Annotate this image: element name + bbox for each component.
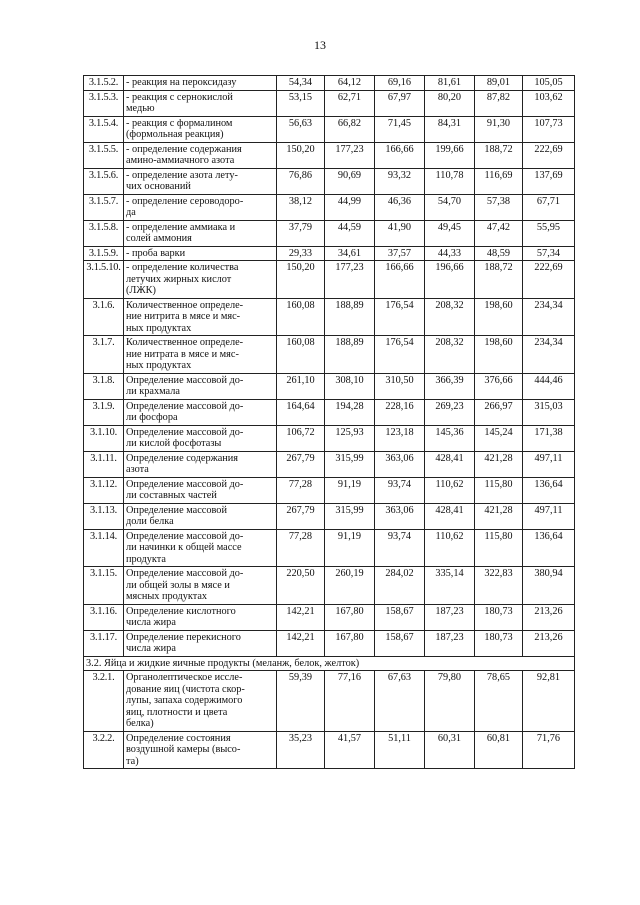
row-value: 78,65 bbox=[475, 671, 523, 732]
table-row bbox=[84, 567, 575, 605]
row-code: 3.1.5.10. bbox=[84, 261, 124, 299]
table-row bbox=[84, 604, 575, 630]
row-label: Определение массовой до- ли общей золы в мясе и мясных продуктах bbox=[124, 567, 277, 605]
row-value: 222,69 bbox=[523, 261, 575, 299]
row-code: 3.1.12. bbox=[84, 477, 124, 503]
row-value: 64,12 bbox=[325, 76, 375, 91]
row-value: 136,64 bbox=[523, 477, 575, 503]
row-value: 315,03 bbox=[523, 399, 575, 425]
row-label: Определение массовой до- ли крахмала bbox=[124, 373, 277, 399]
row-label: - определение азота лету- чих оснований bbox=[124, 168, 277, 194]
section-row bbox=[84, 656, 575, 671]
row-value: 260,19 bbox=[325, 567, 375, 605]
table-row bbox=[84, 425, 575, 451]
row-value: 366,39 bbox=[425, 373, 475, 399]
table-row bbox=[84, 168, 575, 194]
row-code: 3.1.5.9. bbox=[84, 246, 124, 261]
price-table bbox=[83, 75, 575, 769]
row-value: 57,34 bbox=[523, 246, 575, 261]
row-value: 77,28 bbox=[277, 477, 325, 503]
row-value: 363,06 bbox=[375, 503, 425, 529]
row-value: 160,08 bbox=[277, 336, 325, 374]
page-number: 13 bbox=[314, 38, 326, 52]
row-label: Определение перекисного числа жира bbox=[124, 630, 277, 656]
row-code: 3.1.7. bbox=[84, 336, 124, 374]
row-value: 90,69 bbox=[325, 168, 375, 194]
row-label: Определение массовой до- ли составных частей bbox=[124, 477, 277, 503]
row-value: 76,86 bbox=[277, 168, 325, 194]
row-value: 47,42 bbox=[475, 220, 523, 246]
table-row bbox=[84, 220, 575, 246]
row-value: 62,71 bbox=[325, 90, 375, 116]
row-code: 3.1.5.4. bbox=[84, 116, 124, 142]
row-value: 116,69 bbox=[475, 168, 523, 194]
table-row bbox=[84, 630, 575, 656]
row-value: 53,15 bbox=[277, 90, 325, 116]
row-code: 3.1.17. bbox=[84, 630, 124, 656]
row-value: 35,23 bbox=[277, 731, 325, 769]
table-row bbox=[84, 298, 575, 336]
row-value: 166,66 bbox=[375, 261, 425, 299]
row-value: 180,73 bbox=[475, 604, 523, 630]
row-value: 150,20 bbox=[277, 142, 325, 168]
row-value: 142,21 bbox=[277, 604, 325, 630]
row-code: 3.1.5.2. bbox=[84, 76, 124, 91]
row-value: 208,32 bbox=[425, 298, 475, 336]
row-value: 234,34 bbox=[523, 298, 575, 336]
row-value: 421,28 bbox=[475, 451, 523, 477]
row-value: 110,62 bbox=[425, 477, 475, 503]
table-row bbox=[84, 731, 575, 769]
row-label: Количественное определе- ние нитрита в мясе и мяс- ных продуктах bbox=[124, 298, 277, 336]
row-code: 3.1.11. bbox=[84, 451, 124, 477]
row-value: 187,23 bbox=[425, 604, 475, 630]
row-value: 145,24 bbox=[475, 425, 523, 451]
row-value: 220,50 bbox=[277, 567, 325, 605]
row-value: 106,72 bbox=[277, 425, 325, 451]
row-value: 67,63 bbox=[375, 671, 425, 732]
row-value: 34,61 bbox=[325, 246, 375, 261]
row-value: 41,90 bbox=[375, 220, 425, 246]
row-code: 3.1.15. bbox=[84, 567, 124, 605]
row-value: 266,97 bbox=[475, 399, 523, 425]
row-value: 380,94 bbox=[523, 567, 575, 605]
row-value: 38,12 bbox=[277, 194, 325, 220]
row-value: 166,66 bbox=[375, 142, 425, 168]
row-value: 71,45 bbox=[375, 116, 425, 142]
row-value: 180,73 bbox=[475, 630, 523, 656]
row-label: Определение содержания азота bbox=[124, 451, 277, 477]
row-value: 198,60 bbox=[475, 336, 523, 374]
row-code: 3.1.5.6. bbox=[84, 168, 124, 194]
row-value: 308,10 bbox=[325, 373, 375, 399]
row-code: 3.1.5.3. bbox=[84, 90, 124, 116]
row-value: 310,50 bbox=[375, 373, 425, 399]
row-value: 213,26 bbox=[523, 630, 575, 656]
row-value: 55,95 bbox=[523, 220, 575, 246]
row-value: 208,32 bbox=[425, 336, 475, 374]
row-label: Определение кислотного числа жира bbox=[124, 604, 277, 630]
table-row bbox=[84, 90, 575, 116]
row-label: - определение сероводоро- да bbox=[124, 194, 277, 220]
row-value: 69,16 bbox=[375, 76, 425, 91]
row-value: 91,19 bbox=[325, 477, 375, 503]
row-label: - определение аммиака и солей аммония bbox=[124, 220, 277, 246]
row-value: 41,57 bbox=[325, 731, 375, 769]
row-value: 228,16 bbox=[375, 399, 425, 425]
row-value: 497,11 bbox=[523, 503, 575, 529]
row-value: 56,63 bbox=[277, 116, 325, 142]
row-value: 105,05 bbox=[523, 76, 575, 91]
row-value: 171,38 bbox=[523, 425, 575, 451]
row-value: 137,69 bbox=[523, 168, 575, 194]
row-value: 222,69 bbox=[523, 142, 575, 168]
table-row bbox=[84, 336, 575, 374]
row-value: 60,81 bbox=[475, 731, 523, 769]
row-value: 160,08 bbox=[277, 298, 325, 336]
row-value: 44,99 bbox=[325, 194, 375, 220]
row-value: 46,36 bbox=[375, 194, 425, 220]
row-label: Определение массовой до- ли начинки к общей массе продукта bbox=[124, 529, 277, 567]
table-row bbox=[84, 373, 575, 399]
row-code: 3.1.5.7. bbox=[84, 194, 124, 220]
row-value: 44,59 bbox=[325, 220, 375, 246]
row-label: Определение массовой до- ли кислой фосфотазы bbox=[124, 425, 277, 451]
row-value: 107,73 bbox=[523, 116, 575, 142]
row-label: - определение количества летучих жирных кислот (ЛЖК) bbox=[124, 261, 277, 299]
row-value: 158,67 bbox=[375, 630, 425, 656]
row-value: 48,59 bbox=[475, 246, 523, 261]
table-row bbox=[84, 76, 575, 91]
table-row bbox=[84, 451, 575, 477]
row-value: 59,39 bbox=[277, 671, 325, 732]
row-value: 158,67 bbox=[375, 604, 425, 630]
row-value: 194,28 bbox=[325, 399, 375, 425]
row-value: 261,10 bbox=[277, 373, 325, 399]
row-label: - определение содержания амино-аммиачного азота bbox=[124, 142, 277, 168]
row-value: 51,11 bbox=[375, 731, 425, 769]
row-value: 136,64 bbox=[523, 529, 575, 567]
row-label: Определение состояния воздушной камеры (высо- та) bbox=[124, 731, 277, 769]
row-value: 77,28 bbox=[277, 529, 325, 567]
row-value: 267,79 bbox=[277, 451, 325, 477]
section-title: 3.2. Яйца и жидкие яичные продукты (меланж, белок, желток) bbox=[84, 656, 575, 671]
row-label: Количественное определе- ние нитрата в мясе и мяс- ных продуктах bbox=[124, 336, 277, 374]
row-value: 110,78 bbox=[425, 168, 475, 194]
row-value: 177,23 bbox=[325, 142, 375, 168]
row-code: 3.1.5.8. bbox=[84, 220, 124, 246]
row-value: 89,01 bbox=[475, 76, 523, 91]
table-row bbox=[84, 246, 575, 261]
row-value: 77,16 bbox=[325, 671, 375, 732]
row-value: 187,23 bbox=[425, 630, 475, 656]
row-code: 3.1.14. bbox=[84, 529, 124, 567]
row-value: 177,23 bbox=[325, 261, 375, 299]
row-code: 3.1.9. bbox=[84, 399, 124, 425]
row-value: 67,97 bbox=[375, 90, 425, 116]
row-value: 91,19 bbox=[325, 529, 375, 567]
row-value: 54,70 bbox=[425, 194, 475, 220]
row-value: 213,26 bbox=[523, 604, 575, 630]
row-value: 84,31 bbox=[425, 116, 475, 142]
row-value: 115,80 bbox=[475, 529, 523, 567]
row-code: 3.1.10. bbox=[84, 425, 124, 451]
row-label: Органолептическое иссле- дование яиц (чистота скор- лупы, запаха содержимого яиц, плотности и цвета белка) bbox=[124, 671, 277, 732]
row-value: 176,54 bbox=[375, 336, 425, 374]
table-row bbox=[84, 142, 575, 168]
row-value: 164,64 bbox=[277, 399, 325, 425]
row-value: 123,18 bbox=[375, 425, 425, 451]
row-value: 188,72 bbox=[475, 142, 523, 168]
row-value: 444,46 bbox=[523, 373, 575, 399]
row-value: 198,60 bbox=[475, 298, 523, 336]
row-value: 44,33 bbox=[425, 246, 475, 261]
row-value: 93,74 bbox=[375, 529, 425, 567]
row-label: Определение массовой до- ли фосфора bbox=[124, 399, 277, 425]
row-value: 150,20 bbox=[277, 261, 325, 299]
row-label: Определение массовой доли белка bbox=[124, 503, 277, 529]
row-code: 3.1.6. bbox=[84, 298, 124, 336]
row-value: 29,33 bbox=[277, 246, 325, 261]
row-value: 167,80 bbox=[325, 630, 375, 656]
row-value: 188,72 bbox=[475, 261, 523, 299]
row-value: 428,41 bbox=[425, 451, 475, 477]
row-value: 54,34 bbox=[277, 76, 325, 91]
row-value: 315,99 bbox=[325, 451, 375, 477]
row-label: - реакция с сернокислой медью bbox=[124, 90, 277, 116]
row-value: 188,89 bbox=[325, 336, 375, 374]
row-value: 81,61 bbox=[425, 76, 475, 91]
row-value: 92,81 bbox=[523, 671, 575, 732]
row-value: 234,34 bbox=[523, 336, 575, 374]
table-row bbox=[84, 529, 575, 567]
row-value: 145,36 bbox=[425, 425, 475, 451]
row-label: - реакция на пероксидазу bbox=[124, 76, 277, 91]
row-value: 322,83 bbox=[475, 567, 523, 605]
row-code: 3.1.13. bbox=[84, 503, 124, 529]
row-value: 497,11 bbox=[523, 451, 575, 477]
table-row bbox=[84, 194, 575, 220]
row-value: 66,82 bbox=[325, 116, 375, 142]
row-value: 167,80 bbox=[325, 604, 375, 630]
row-value: 87,82 bbox=[475, 90, 523, 116]
row-code: 3.2.1. bbox=[84, 671, 124, 732]
row-value: 376,66 bbox=[475, 373, 523, 399]
table-row bbox=[84, 477, 575, 503]
row-value: 37,57 bbox=[375, 246, 425, 261]
row-value: 80,20 bbox=[425, 90, 475, 116]
row-value: 428,41 bbox=[425, 503, 475, 529]
row-label: - реакция с формалином (формольная реакция) bbox=[124, 116, 277, 142]
row-value: 142,21 bbox=[277, 630, 325, 656]
row-value: 363,06 bbox=[375, 451, 425, 477]
row-value: 93,32 bbox=[375, 168, 425, 194]
row-value: 91,30 bbox=[475, 116, 523, 142]
row-value: 421,28 bbox=[475, 503, 523, 529]
table-row bbox=[84, 116, 575, 142]
row-value: 110,62 bbox=[425, 529, 475, 567]
table-row bbox=[84, 261, 575, 299]
table-row bbox=[84, 671, 575, 732]
row-value: 335,14 bbox=[425, 567, 475, 605]
row-value: 79,80 bbox=[425, 671, 475, 732]
row-value: 284,02 bbox=[375, 567, 425, 605]
row-value: 37,79 bbox=[277, 220, 325, 246]
row-value: 67,71 bbox=[523, 194, 575, 220]
row-value: 57,38 bbox=[475, 194, 523, 220]
row-code: 3.1.16. bbox=[84, 604, 124, 630]
row-value: 188,89 bbox=[325, 298, 375, 336]
row-value: 269,23 bbox=[425, 399, 475, 425]
row-code: 3.1.5.5. bbox=[84, 142, 124, 168]
row-code: 3.2.2. bbox=[84, 731, 124, 769]
row-value: 60,31 bbox=[425, 731, 475, 769]
table-row bbox=[84, 399, 575, 425]
row-value: 196,66 bbox=[425, 261, 475, 299]
row-value: 93,74 bbox=[375, 477, 425, 503]
row-value: 71,76 bbox=[523, 731, 575, 769]
row-value: 176,54 bbox=[375, 298, 425, 336]
row-value: 49,45 bbox=[425, 220, 475, 246]
row-value: 267,79 bbox=[277, 503, 325, 529]
row-value: 199,66 bbox=[425, 142, 475, 168]
row-code: 3.1.8. bbox=[84, 373, 124, 399]
row-value: 125,93 bbox=[325, 425, 375, 451]
table-row bbox=[84, 503, 575, 529]
row-label: - проба варки bbox=[124, 246, 277, 261]
row-value: 315,99 bbox=[325, 503, 375, 529]
row-value: 103,62 bbox=[523, 90, 575, 116]
row-value: 115,80 bbox=[475, 477, 523, 503]
